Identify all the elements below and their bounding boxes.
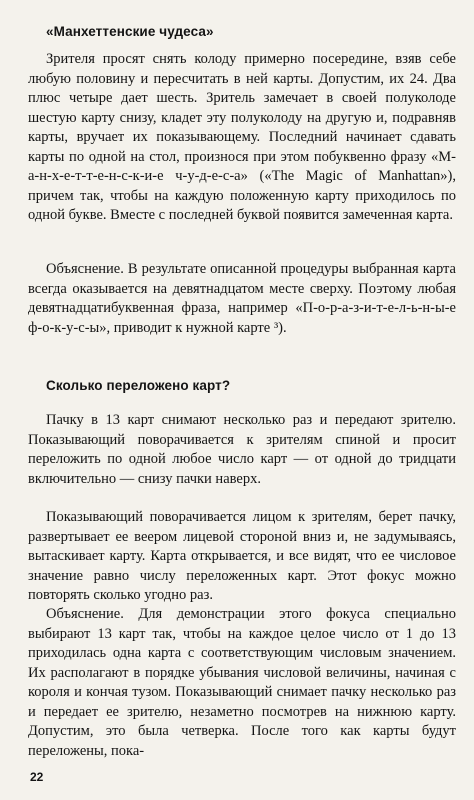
paragraph: Объяснение. В результате описанной процедуры выбранная карта всегда оказывается на девятнадцатом месте сверху. Поэтому любая девятнадцатибуквенная фраза, например «П-о-р-а-з-и-т-е-л-ь-н-ы-е ф-о-к-у-с-ы», приводит к нужной карте ³). (28, 261, 456, 336)
section-title-cards-moved: Сколько переложено карт? (46, 378, 231, 393)
paragraph: Зрителя просят снять колоду примерно посередине, взяв себе любую половину и пересчитать в ней карты. Допустим, их 24. Два плюс четыре дает шесть. Зритель замечает в своей полуколоде шестую карту снизу, кладет эту полуколоду на другую и, подравняв карты, вручает их показывающему. Последний начинает сдавать карты по одной на стол, произнося при этом побуквенно фразу «М-а-н-х-е-т-т-е-н-с-к-и-е ч-у-д-е-с-а» («The Magic of Manhattan»), причем так, чтобы на каждую положенную карту приходилось по одной букве. Вместе с последней буквой появится замеченная карта. (28, 51, 456, 223)
page-number: 22 (30, 770, 44, 784)
section-title-manhattan: «Манхеттенские чудеса» (46, 24, 214, 39)
paragraph: Пачку в 13 карт снимают несколько раз и передают зрителю. Показывающий поворачивается к зрителям спиной и просит переложить по одной любое число карт — от одной до тридцати включительно — снизу пачки наверх. (28, 412, 456, 487)
paragraph: Объяснение. Для демонстрации этого фокуса специально выбирают 13 карт так, чтобы на каждое целое число от 1 до 13 приходилась одна карта с соответствующим числовым значением. Их располагают в порядке убывания числовой величины, начиная с короля и кончая тузом. Показывающий снимает пачку несколько раз и передает ее зрителю, незаметно посмотрев на нижнюю карту. Допустим, это была четверка. После того как карты будут переложены, пока- (28, 606, 456, 759)
paragraph: Показывающий поворачивается лицом к зрителям, берет пачку, развертывает ее веером лицевой стороной вниз и, не задумываясь, вытаскивает карту. Карта открывается, и все видят, что ее числовое значение равно числу переложенных карт. Этот фокус можно повторять сколько угодно раз. (28, 509, 456, 603)
